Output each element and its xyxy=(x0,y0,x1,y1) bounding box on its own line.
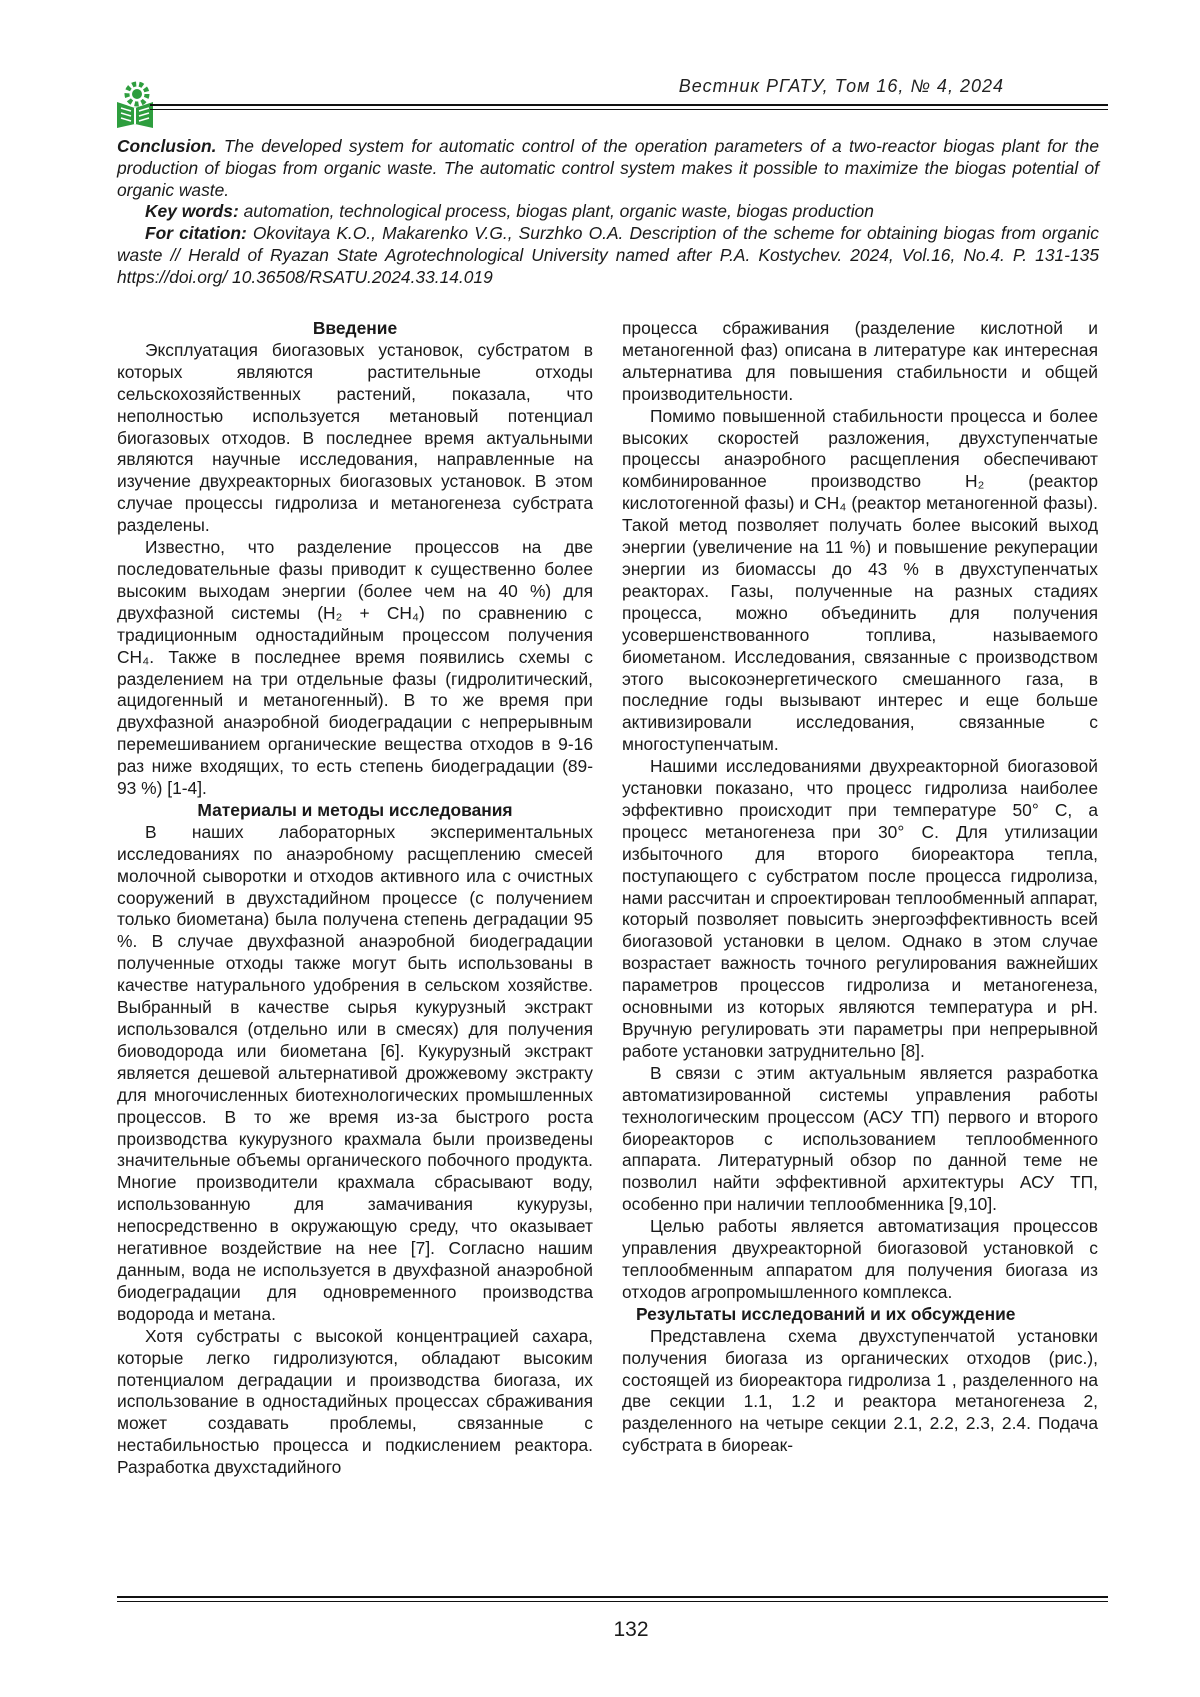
journal-logo-icon xyxy=(115,80,155,130)
conclusion-paragraph xyxy=(117,136,1099,201)
left-column xyxy=(117,318,593,1479)
section-heading-methods: Материалы и методы исследования xyxy=(197,799,513,820)
right-column xyxy=(622,318,1098,1457)
keywords-text: automation, technological process, biogas plant, organic waste, biogas production xyxy=(238,201,874,222)
paragraph: Представлена схема двухступенчатой установки получения биогаза из органических отходов (рис.), состоящей из биореактора гидролиза 1 , разделенного на две секции 1.1, 1.2 и реактора метаногенеза 2, разделенного на четыре секции 2.1, 2.2, 2.3, 2.4. Подача субстрата в биореак- xyxy=(622,1325,1098,1456)
section-heading-introduction: Введение xyxy=(312,318,398,338)
section-heading-results: Результаты исследований и их обсуждение xyxy=(636,1303,1016,1324)
footer-rule xyxy=(117,1596,1108,1598)
header-rule-thin xyxy=(150,109,1108,110)
paragraph: В наших лабораторных экспериментальных исследованиях по анаэробному расщеплению смесей молочной сыворотки и отходов активного ила с очистных сооружений в двухстадийном процессе (с получением только биометана) была получена степень деградации 95 %. В случае двухфазной анаэробной биодеградации полученные отходы также могут быть использованы в качестве натурального удобрения в сельском хозяйстве. Выбранный в качестве сырья кукурузный экстракт использовался (отдельно или в смесях) для получения биоводорода или биометана [6]. Кукурузный экстракт является дешевой альтернативой дрожжевому экстракту для многочисленных биотехнологических промышленных процессов. В то же время из-за быстрого роста производства кукурузного крахмала были произведены значительные объемы органического побочного продукта. Многие производители крахмала сбрасывают воду, использованную для замачивания кукурузы, непосредственно в окружающую среду, что оказывает негативное воздействие на нее [7]. Согласно нашим данным, вода не используется в двухфазной анаэробной биодеградации для одновременного производства водорода и метана. xyxy=(117,821,593,1324)
citation-label: For citation: xyxy=(145,223,247,244)
keywords-paragraph xyxy=(117,201,1099,223)
paragraph: В связи с этим актуальным является разработка автоматизированной системы управления работы технологическим процессом (АСУ ТП) первого и второго биореакторов с использованием теплообменного аппарата. Литературный обзор по данной теме не позволил найти эффективной архитектуры АСУ ТП, особенно при наличии теплообменника [9,10]. xyxy=(622,1062,1098,1215)
conclusion-text: The developed system for automatic control of the operation parameters of a two-reactor biogas plant for the production of biogas from organic waste. The automatic control system makes it possible to maximize the biogas potential of organic waste. xyxy=(117,136,1099,200)
paragraph: Нашими исследованиями двухреакторной биогазовой установки показано, что процесс гидролиза наиболее эффективно происходит при температуре 50° С, а процесс метаногенеза при 30° С. Для утилизации избыточного для второго биореактора тепла, поступающего с субстратом после процесса гидролиза, нами рассчитан и спроектирован теплообменный аппарат, который позволяет повысить энергоэффективность всей биогазовой установки в целом. Однако в этом случае возрастает важность точного регулирования важнейших параметров процессов гидролиза и метаногенеза, основными из которых являются температура и pH. Вручную регулировать эти параметры при непрерывной работе установки затруднительно [8]. xyxy=(622,756,1098,1061)
paragraph: Хотя субстраты с высокой концентрацией сахара, которые легко гидролизуются, обладают высоким потенциалом деградации и производства биогаза, их использование в одностадийных процессах сбраживания может создавать проблемы, связанные с нестабильностью процесса и подкислением реактора. Разработка двухстадийного xyxy=(117,1325,593,1478)
conclusion-label: Conclusion. xyxy=(117,136,217,156)
paragraph: Эксплуатация биогазовых установок, субстратом в которых являются растительные отходы сельскохозяйственных растений, показала, что неполностью используется метановый потенциал биогазовых отходов. В последнее время актуальными являются научные исследования, направленные на изучение двухреакторных биогазовых установок. В этом случае процессы гидролиза и метаногенеза субстрата разделены. xyxy=(117,339,593,536)
header-rule xyxy=(150,104,1108,106)
citation-text: Okovitaya K.O., Makarenko V.G., Surzhko O.A. Description of the scheme for obtaining biogas from organic waste // Herald of Ryazan State Agrotechnological University named after P.A. Kostychev. 2024, Vol.16, No.4. P. 131-135 https://doi.org/ 10.36508/RSATU.2024.33.14.019 xyxy=(117,223,1099,287)
paragraph: Целью работы является автоматизация процессов управления двухреакторной биогазовой установкой с теплообменным аппаратом для получения биогаза из отходов агропромышленного комплекса. xyxy=(622,1216,1098,1302)
page-number: 132 xyxy=(613,1618,649,1641)
english-abstract xyxy=(117,136,1099,289)
journal-header-title: Вестник РГАТУ, Том 16, № 4, 2024 xyxy=(678,76,1004,96)
paragraph: Известно, что разделение процессов на две последовательные фазы приводит к существенно более высоким выходам энергии (более чем на 40 %) для двухфазной системы (H₂ + CH₄) по сравнению с традиционным одностадийным процессом получения CH₄. Также в последнее время появились схемы с разделением на три отдельные фазы (гидролитический, ацидогенный и метаногенный). В то же время при двухфазной анаэробной биодеградации с непрерывным перемешиванием органические вещества отходов в 9-16 раз ниже входящих, то есть степень биодеградации (89-93 %) [1-4]. xyxy=(117,537,593,799)
citation-paragraph xyxy=(117,223,1099,288)
footer-rule-thin xyxy=(117,1601,1108,1602)
paragraph: процесса сбраживания (разделение кислотной и метаногенной фаз) описана в литературе как интересная альтернатива для повышения стабильности и общей производительности. xyxy=(622,318,1098,404)
paragraph: Помимо повышенной стабильности процесса и более высоких скоростей разложения, двухступенчатые процессы анаэробного расщепления обеспечивают комбинированное производство H₂ (реактор кислотогенной фазы) и CH₄ (реактор метаногенной фазы). Такой метод позволяет получать более высокий выход энергии (увеличение на 11 %) и повышение рекуперации энергии из биомассы до 43 % в двухступенчатых реакторах. Газы, полученные на разных стадиях процесса, можно объединить для получения усовершенствованного топлива, называемого биометаном. Исследования, связанные с производством этого высокоэнергетического смешанного газа, в последние годы вызывают интерес и еще больше активизировали исследования, связанные с многоступенчатым. xyxy=(622,405,1098,755)
keywords-label: Key words: xyxy=(145,201,239,222)
